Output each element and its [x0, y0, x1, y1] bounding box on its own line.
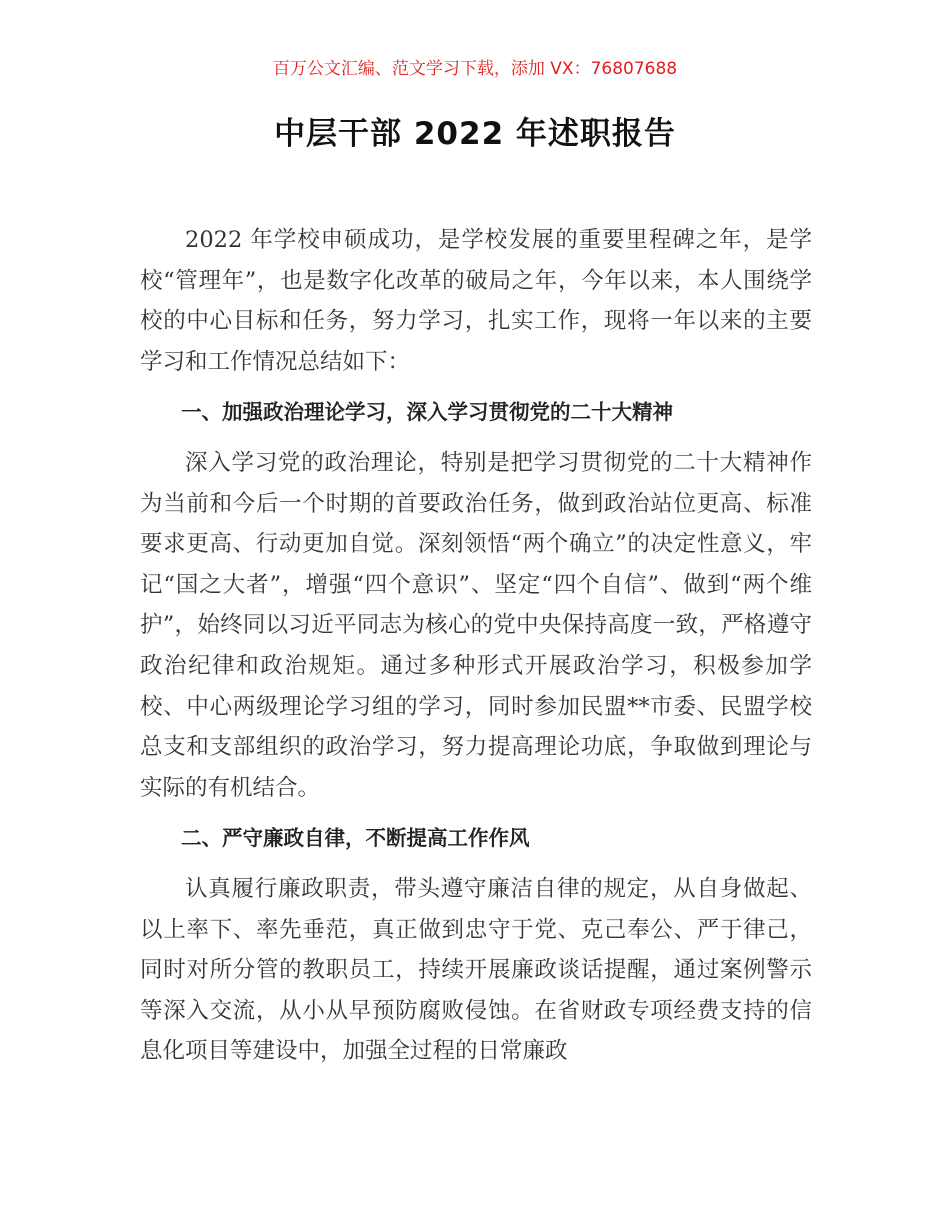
- document-title: 中层干部 2022 年述职报告: [274, 116, 676, 152]
- header-note: 百万公文汇编、范文学习下载，添加 VX：76807688: [272, 59, 678, 79]
- spacer: [140, 859, 812, 869]
- intro-paragraph: 2022 年学校申硕成功，是学校发展的重要里程碑之年，是学校“管理年”，也是数字化改革的破局之年，今年以来，本人围绕学校的中心目标和任务，努力学习，扎实工作，现将一年以来的主要学习和工作情况总结如下：: [140, 227, 812, 375]
- section-heading-1: 一、加强政治理论学习，深入学习贯彻党的二十大精神: [181, 400, 673, 425]
- section-paragraph-2: 认真履行廉政职责，带头遵守廉洁自律的规定，从自身做起、以上率下、率先垂范，真正做到忠守于党、克己奉公、严于律己，同时对所分管的教职员工，持续开展廉政谈话提醒，通过案例警示等深入交流，从小从早预防腐败侵蚀。在省财政专项经费支持的信息化项目等建设中，加强全过程的日常廉政: [140, 875, 812, 1065]
- spacer: [140, 433, 812, 443]
- document-body: [140, 220, 812, 1072]
- section-paragraph-1: 深入学习党的政治理论，特别是把学习贯彻党的二十大精神作为当前和今后一个时期的首要政治任务，做到政治站位更高、标准要求更高、行动更加自觉。深刻领悟“两个确立”的决定性意义，牢记“国之大者”，增强“四个意识”、坚定“四个自信”、做到“两个维护”，始终同以习近平同志为核心的党中央保持高度一致，严格遵守政治纪律和政治规矩。通过多种形式开展政治学习，积极参加学校、中心两级理论学习组的学习，同时参加民盟**市委、民盟学校总支和支部组织的政治学习，努力提高理论功底，争取做到理论与实际的有机结合。: [140, 449, 812, 801]
- spacer: [140, 808, 812, 818]
- section-heading-2: 二、严守廉政自律，不断提高工作作风: [181, 826, 530, 851]
- spacer: [140, 382, 812, 392]
